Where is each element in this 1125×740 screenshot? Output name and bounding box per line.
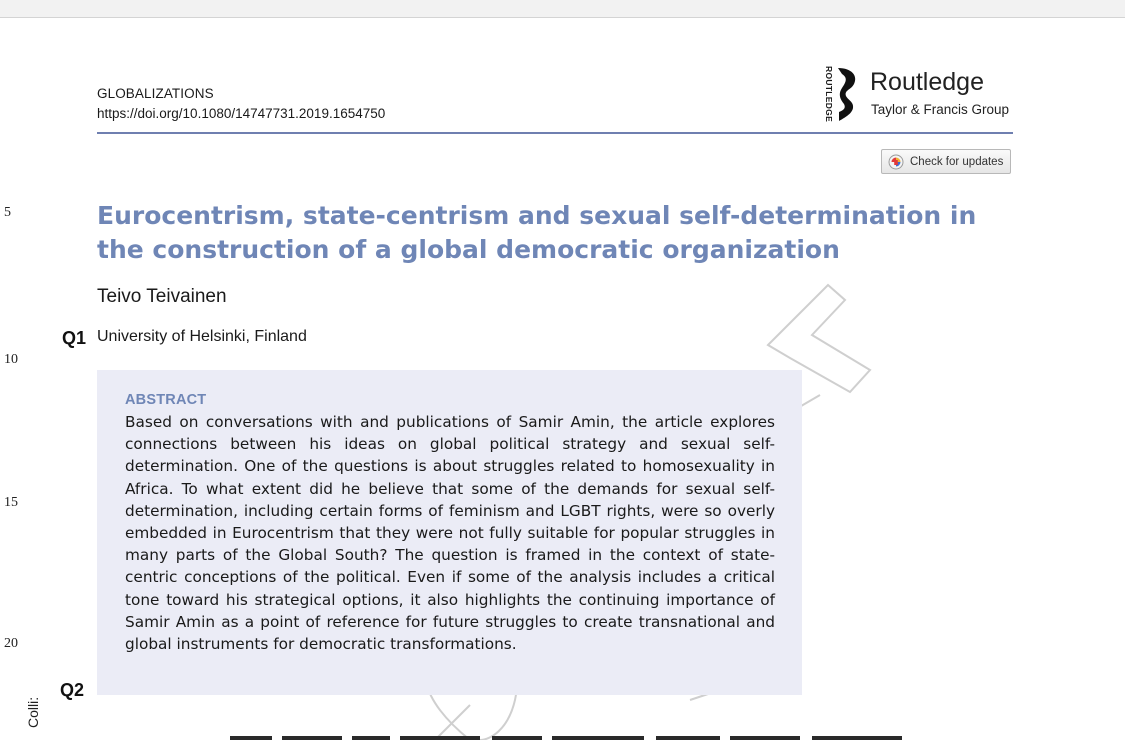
logo-vertical-text: ROUTLEDGE	[824, 66, 834, 123]
check-for-updates-label: Check for updates	[910, 155, 1004, 168]
author-affiliation: University of Helsinki, Finland	[97, 328, 307, 345]
publisher-name: Routledge	[870, 68, 984, 96]
header-rule	[97, 132, 1013, 134]
next-line-fragment	[230, 733, 910, 740]
article-title: Eurocentrism, state-centrism and sexual self-determination in the construction of a global democratic organization	[97, 201, 977, 264]
side-label: Colli:	[25, 696, 41, 728]
journal-name: GLOBALIZATIONS	[97, 86, 214, 101]
viewer-top-bar	[0, 0, 1125, 18]
line-number: 10	[4, 352, 18, 367]
check-for-updates-button[interactable]	[881, 149, 1011, 174]
doi-link[interactable]: https://doi.org/10.1080/14747731.2019.1654750	[97, 106, 386, 121]
query-marker-q1[interactable]: Q1	[62, 328, 87, 348]
abstract-text: Based on conversations with and publications of Samir Amin, the article explores connections between his ideas on global political strategy and sexual self-determination. One of the questions is about struggles related to homosexuality in Africa. To what extent did he believe that some of the demands for sexual self-determination, including certain forms of feminism and LGBT rights, were so overly embedded in Eurocentrism that they were not fully suitable for popular struggles in many parts of the Global South? The question is framed in the context of state-centric conceptions of the political. Even if some of the analysis includes a critical tone toward his strategical options, it also highlights the continuing importance of Samir Amin as a point of reference for future struggles to create transnational and global instruments for democratic transformations.	[125, 413, 775, 654]
line-number: 20	[4, 636, 18, 651]
line-number: 5	[4, 205, 11, 220]
query-marker-q2[interactable]: Q2	[60, 680, 85, 700]
abstract-heading: ABSTRACT	[125, 392, 207, 408]
routledge-logo	[822, 66, 1022, 124]
line-number: 15	[4, 495, 18, 510]
abstract-box	[97, 370, 802, 695]
author-name[interactable]: Teivo Teivainen	[97, 286, 227, 307]
routledge-head-icon	[834, 66, 862, 122]
check-for-updates-icon	[888, 154, 904, 170]
publisher-group: Taylor & Francis Group	[871, 102, 1010, 117]
